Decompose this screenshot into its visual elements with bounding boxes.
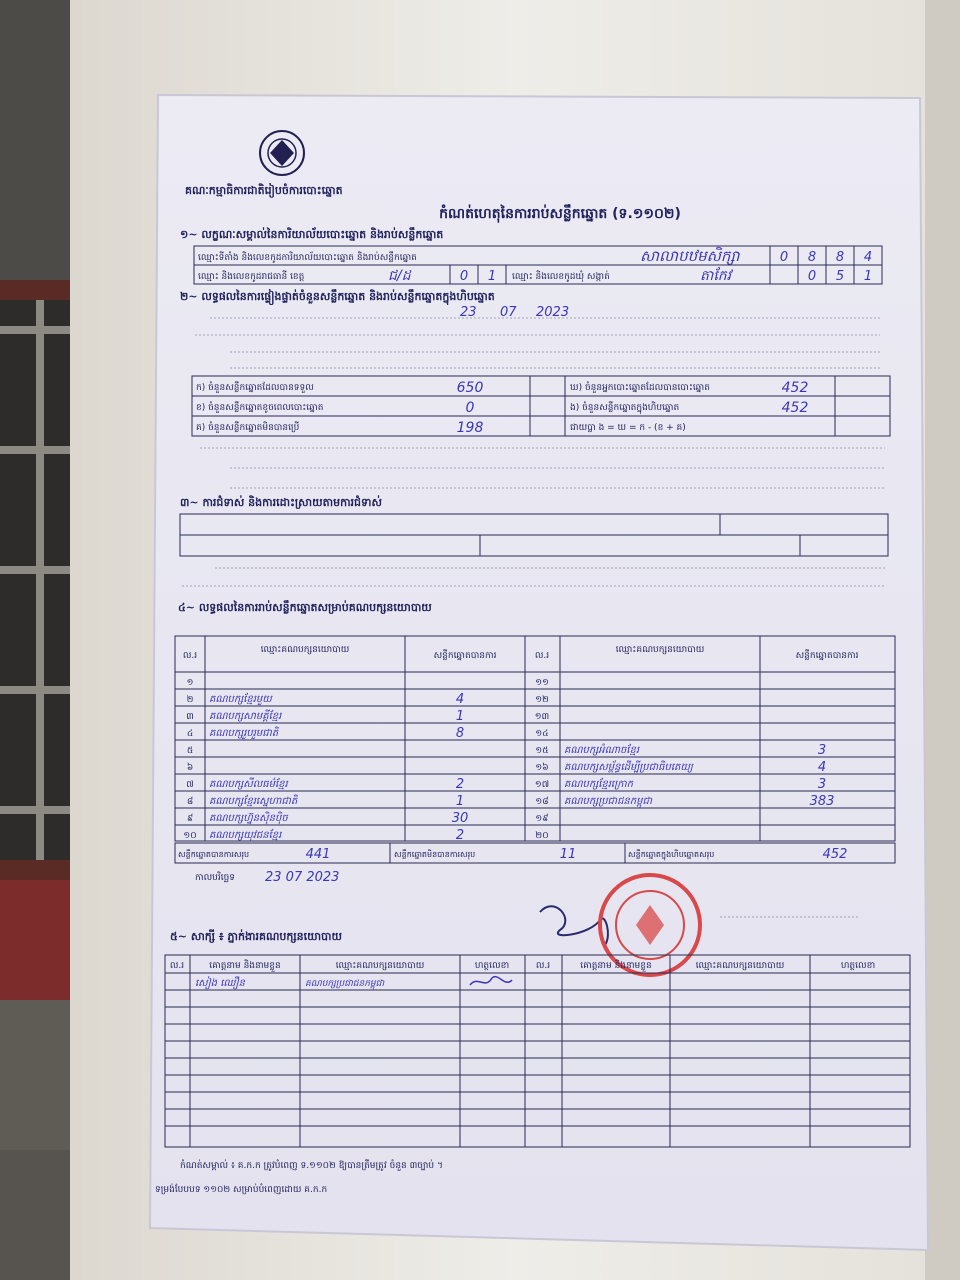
svg-text:២០: ២០ <box>535 831 549 841</box>
witness-name: សៀង ឈឿន <box>195 978 245 989</box>
svg-text:4: 4 <box>863 250 873 265</box>
svg-text:១៣: ១៣ <box>534 712 550 722</box>
svg-text:1: 1 <box>863 269 873 284</box>
svg-text:8: 8 <box>835 250 845 265</box>
svg-text:1: 1 <box>455 709 465 724</box>
svg-text:១៩: ១៩ <box>535 814 549 824</box>
svg-text:ង) ចំនួនសន្លឹកឆ្នោតក្នុងហិបឆ្ន: ង) ចំនួនសន្លឹកឆ្នោតក្នុងហិបឆ្នោត <box>570 403 680 413</box>
svg-text:0: 0 <box>807 269 817 284</box>
svg-text:១១: ១១ <box>535 678 549 688</box>
svg-text:គោត្តនាម និងនាមខ្លួន: គោត្តនាម និងនាមខ្លួន <box>580 961 652 971</box>
svg-text:3: 3 <box>817 743 827 758</box>
svg-text:ហត្ថលេខា: ហត្ថលេខា <box>474 961 510 971</box>
svg-text:ល.រ: ល.រ <box>535 961 551 971</box>
section5-heading: ៥~ សាក្សី ៖ ភ្នាក់ងារគណបក្សនយោបាយ <box>170 930 343 943</box>
province-value: ជ/ដ <box>388 268 411 284</box>
total-box-value: 452 <box>822 847 848 862</box>
form-footer: ទម្រង់បែបបទ ១១០២ សម្រាប់បំពេញដោយ គ.ក.ក <box>155 1185 328 1195</box>
svg-text:គណបក្សសម្ព័ន្ធដើម្បីប្រជាធិបតេ: គណបក្សសម្ព័ន្ធដើម្បីប្រជាធិបតេយ្យ <box>564 762 693 773</box>
svg-text:គណបក្សប្រជាជនកម្ពុជា: គណបក្សប្រជាជនកម្ពុជា <box>564 796 652 807</box>
svg-text:គណបក្សសាមគ្គីខ្មែរ: គណបក្សសាមគ្គីខ្មែរ <box>209 711 282 722</box>
voters-value: 452 <box>781 380 809 396</box>
svg-text:ហត្ថលេខា: ហត្ថលេខា <box>840 961 876 971</box>
total-valid-value: 441 <box>305 847 331 862</box>
svg-text:4: 4 <box>455 692 465 707</box>
commission-name: គណៈកម្មាធិការជាតិរៀបចំការបោះឆ្នោត <box>185 184 343 197</box>
sign-date-label: កាលបរិច្ឆេទ <box>195 873 235 883</box>
total-invalid-label: សន្លឹកឆ្នោតមិនបានការសរុប <box>394 850 476 859</box>
section2-heading: ២~ លទ្ធផលនៃការផ្ទៀងផ្ទាត់ចំនួនសន្លឹកឆ្នោត និងរាប់សន្លឹកឆ្នោតក្នុងហិបឆ្នោត <box>180 290 495 303</box>
svg-text:៦: ៦ <box>186 763 194 773</box>
svg-text:គោត្តនាម និងនាមខ្លួន: គោត្តនាម និងនាមខ្លួន <box>209 961 281 971</box>
svg-text:គ) ចំនួនសន្លឹកឆ្នោតមិនបានប្រើ: គ) ចំនួនសន្លឹកឆ្នោតមិនបានប្រើ <box>196 423 300 433</box>
svg-text:0: 0 <box>459 269 469 284</box>
svg-text:១៦: ១៦ <box>535 763 549 773</box>
form-title: កំណត់ហេតុនៃការរាប់សន្លឹកឆ្នោត (ទ.១១០២) <box>439 206 681 222</box>
col-no-left: ល.រ <box>182 651 198 661</box>
total-valid-label: សន្លឹកឆ្នោតបានការសរុប <box>178 850 250 859</box>
svg-text:គណបក្សសីលធម៌ខ្មែរ: គណបក្សសីលធម៌ខ្មែរ <box>209 779 288 790</box>
svg-text:4: 4 <box>817 760 827 775</box>
witness-party: គណបក្សប្រជាជនកម្ពុជា <box>305 979 385 989</box>
svg-text:8: 8 <box>807 250 817 265</box>
col-no-right: ល.រ <box>534 651 550 661</box>
col-votes-right: សន្លឹកឆ្នោតបានការ <box>795 651 859 661</box>
svg-text:១៨: ១៨ <box>535 797 549 807</box>
section3-heading: ៣~ ការជំទាស់ និងការដោះស្រាយតាមការជំទាស់ <box>180 496 382 509</box>
svg-text:៩: ៩ <box>186 814 194 824</box>
footer-note: កំណត់សម្គាល់ ៖ គ.ក.ក ត្រូវបំពេញ ទ.១១០២ ឱ្យបានត្រឹមត្រូវ ចំនួន ៣ច្បាប់ ។ <box>180 1161 443 1171</box>
total-invalid-value: 11 <box>559 847 577 862</box>
svg-text:ល.រ: ល.រ <box>169 961 185 971</box>
svg-text:៣: ៣ <box>186 712 194 722</box>
svg-text:គណបក្សអំណាចខ្មែរ: គណបក្សអំណាចខ្មែរ <box>564 745 639 756</box>
col-party-left: ឈ្មោះគណបក្សនយោបាយ <box>260 645 350 655</box>
section4-heading: ៤~ លទ្ធផលនៃការរាប់សន្លឹកឆ្នោតសម្រាប់គណបក្សនយោបាយ <box>178 601 432 614</box>
svg-text:គណបក្សខ្មែរក្រោក: គណបក្សខ្មែរក្រោក <box>564 779 633 790</box>
svg-text:0: 0 <box>779 250 789 265</box>
unused-ballots-value: 198 <box>456 420 484 436</box>
svg-text:5: 5 <box>835 269 845 284</box>
count-date-month: 07 <box>500 305 517 320</box>
svg-text:ឈ្មោះគណបក្សនយោបាយ: ឈ្មោះគណបក្សនយោបាយ <box>695 961 785 971</box>
svg-text:៥: ៥ <box>186 746 194 756</box>
svg-text:ជាយប្លា ង = ឃ = ក - (ខ + គ): ជាយប្លា ង = ឃ = ក - (ខ + គ) <box>570 423 686 433</box>
svg-text:30: 30 <box>451 811 469 826</box>
commune-value: តាកែវ <box>700 268 732 284</box>
spoiled-ballots-value: 0 <box>465 400 475 416</box>
svg-text:១៤: ១៤ <box>535 729 549 739</box>
svg-text:គណបក្សរួបរួមជាតិ: គណបក្សរួបរួមជាតិ <box>209 728 279 739</box>
count-date-day: 23 <box>460 305 477 320</box>
received-ballots-value: 650 <box>456 380 484 396</box>
svg-text:3: 3 <box>817 777 827 792</box>
svg-text:១៥: ១៥ <box>535 746 549 756</box>
svg-text:គណបក្សយុវជនខ្មែរ: គណបក្សយុវជនខ្មែរ <box>209 830 282 841</box>
col-party-right: ឈ្មោះគណបក្សនយោបាយ <box>615 645 705 655</box>
svg-text:ឈ្មោះគណបក្សនយោបាយ: ឈ្មោះគណបក្សនយោបាយ <box>335 961 425 971</box>
svg-text:៧: ៧ <box>186 780 194 790</box>
svg-text:8: 8 <box>455 726 465 741</box>
polling-station-label: ឈ្មោះទីតាំង និងលេខកូដការិយាល័យបោះឆ្នោត និងរាប់សន្លឹកឆ្នោត <box>198 253 417 263</box>
polling-station-name: សាលាបឋមសិក្សា <box>640 247 740 265</box>
ballots-in-box-value: 452 <box>781 400 809 416</box>
svg-text:383: 383 <box>809 794 835 809</box>
svg-text:2: 2 <box>455 777 465 792</box>
svg-text:៤: ៤ <box>186 729 194 739</box>
count-date-year: 2023 <box>536 305 570 320</box>
svg-text:គណបក្សខ្មែរស្នេហាជាតិ: គណបក្សខ្មែរស្នេហាជាតិ <box>209 796 298 807</box>
svg-text:1: 1 <box>455 794 465 809</box>
svg-text:៨: ៨ <box>186 797 194 807</box>
svg-text:ខ) ចំនួនសន្លឹកឆ្នោតខូចពេលបោះឆ្: ខ) ចំនួនសន្លឹកឆ្នោតខូចពេលបោះឆ្នោត <box>196 403 324 413</box>
col-votes-left: សន្លឹកឆ្នោតបានការ <box>433 651 497 661</box>
svg-text:គណបក្សខ្មែរមួយ: គណបក្សខ្មែរមួយ <box>209 694 272 705</box>
section1-heading: ១~ លក្ខណៈសម្គាល់នៃការិយាល័យបោះឆ្នោត និងរាប់សន្លឹកឆ្នោត <box>180 228 444 241</box>
svg-text:១៧: ១៧ <box>534 780 550 790</box>
svg-text:១: ១ <box>186 678 194 688</box>
svg-text:គណបក្សហ្វ៊ុនស៊ិនប៉ិច: គណបក្សហ្វ៊ុនស៊ិនប៉ិច <box>209 813 288 824</box>
commune-label: ឈ្មោះ និងលេខកូដឃុំ សង្កាត់ <box>512 272 610 282</box>
svg-text:1: 1 <box>487 269 497 284</box>
svg-text:១០: ១០ <box>183 831 197 841</box>
svg-text:ក) ចំនួនសន្លឹកឆ្នោតដែលបានទទួល: ក) ចំនួនសន្លឹកឆ្នោតដែលបានទទួល <box>196 383 314 393</box>
svg-text:១២: ១២ <box>535 695 549 705</box>
svg-text:២: ២ <box>186 695 194 705</box>
official-red-stamp <box>600 875 700 975</box>
total-box-label: សន្លឹកឆ្នោតក្នុងហិបឆ្នោតសរុប <box>628 850 715 859</box>
province-label: ឈ្មោះ និងលេខកូដរាជធានី ខេត្ត <box>198 272 305 282</box>
svg-text:ឃ) ចំនួនអ្នកបោះឆ្នោតដែលបានបោះឆ: ឃ) ចំនួនអ្នកបោះឆ្នោតដែលបានបោះឆ្នោត <box>570 383 710 393</box>
sign-date-value: 23 07 2023 <box>265 870 340 885</box>
svg-text:2: 2 <box>455 828 465 843</box>
